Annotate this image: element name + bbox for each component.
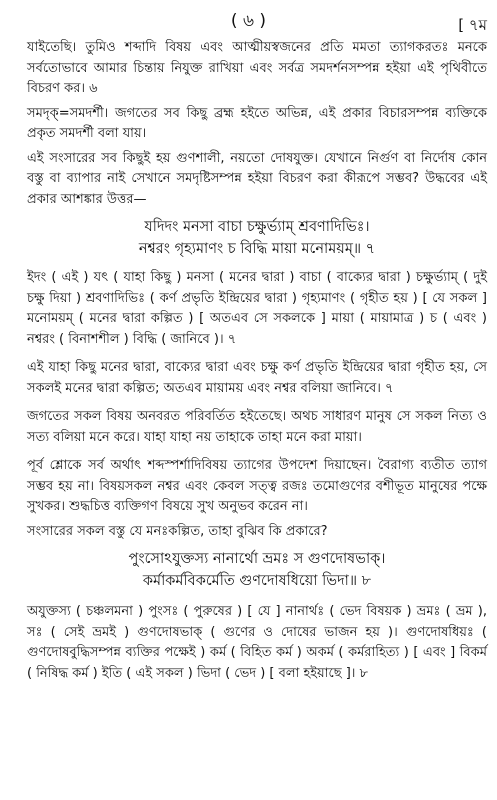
commentary-maya: জগতের সকল বিষয় অনবরত পরিবর্তিত হইতেছে। অথচ সাধারণ মানুষ সে সকল নিত্য ও সত্য বলিয়া মনে করে। যাহা যাহা নয় তাহাকে তাহা মনে করা মায়া। <box>27 409 487 445</box>
paragraph-samadrik-gloss: সমদৃক্‌=সমদর্শী। জগতের সব কিছু ব্রহ্ম হইতে অভিন্ন, এই প্রকার বিচারসম্পন্ন ব্যক্তিকে প্রকৃত সমদর্শী বলা যায়। <box>27 105 487 141</box>
verse-8-line-1: পুংসোঽযুক্তস্য নানার্থো ভ্রমঃ স গুণদোষভাক্‌। <box>128 551 386 567</box>
verse-7 <box>27 216 487 260</box>
page-body <box>27 38 487 684</box>
verse-8 <box>27 548 487 592</box>
page-number: ( ৬ ) <box>230 11 267 31</box>
verse-8-line-2: কর্মাকর্মবিকর্মেতি গুণদোষধিয়ো ভিদা॥ ৮ <box>142 573 372 589</box>
commentary-renunciation: পূর্ব শ্লোকে সর্ব অর্থাৎ শব্দস্পর্শাদিবিষয় ত্যাগের উপদেশ দিয়াছেন। বৈরাগ্য ব্যতীত ত্যাগ সম্ভব হয় না। বিষয়সকল নশ্বর এবং কেবল সত্ত্ব রজঃ তমোগুণের বশীভূত মানুষের পক্ষে সুখকর। শুদ্ধচিত্ত ব্যক্তিগণ বিষয়ে সুখ অনুভব করেন না। <box>27 458 487 514</box>
chapter-margin-reference: [ ৭ম <box>458 16 487 34</box>
word-meaning-verse-7: ইদং ( এই ) যৎ ( যাহা কিছু ) মনসা ( মনের দ্বারা ) বাচা ( বাক্যের দ্বারা ) চক্ষুর্ভ্যাম্ ( দুই চক্ষু দিয়া ) শ্রবণাদিভিঃ ( কর্ণ প্রভৃতি ইন্দ্রিয়ের দ্বারা ) গৃহ্যমাণং ( গৃহীত হয় ) [ যে সকল ] মনোময়ম্ ( মনের দ্বারা কল্পিত ) [ অতএব সে সকলকে ] মায়া ( মায়ামাত্র ) চ ( এবং ) নশ্বরং ( বিনাশশীল ) বিদ্ধি ( জানিবে )। ৭ <box>27 270 487 347</box>
paragraph-question: এই সংসারের সব কিছুই হয় গুণশালী, নয়তো দোষযুক্ত। যেখানে নির্গুণ বা নির্দোষ কোন বস্তু বা ব্যাপার নাই সেখানে সমদৃষ্টিসম্পন্ন হইয়া বিচরণ করা কীরূপে সম্ভব? উদ্ধবের এই প্রকার আশঙ্কার উত্তর— <box>27 150 487 207</box>
verse-7-line-1: যদিদং মনসা বাচা চক্ষুর্ভ্যাম্ শ্রবণাদিভিঃ। <box>144 219 370 235</box>
paragraph-continuation: যাইতেছি। তুমিও শব্দাদি বিষয় এবং আত্মীয়স্বজনের প্রতি মমতা ত্যাগকরতঃ মনকে সর্বতোভাবে আমার চিন্তায় নিযুক্ত রাখিয়া এবং সর্বত্র সমদর্শনসম্পন্ন হইয়া এই পৃথিবীতে বিচরণ কর। ৬ <box>27 40 487 96</box>
translation-verse-7: এই যাহা কিছু মনের দ্বারা, বাক্যের দ্বারা এবং চক্ষু কর্ণ প্রভৃতি ইন্দ্রিয়ের দ্বারা গৃহীত হয়, সে সকলই মনের দ্বারা কল্পিত; অতএব মায়াময় এবং নশ্বর বলিয়া জানিবে। ৭ <box>27 360 487 396</box>
question-verse-8: সংসারের সকল বস্তু যে মনঃকল্পিত, তাহা বুঝিব কি প্রকারে? <box>27 523 328 539</box>
word-meaning-verse-8: অযুক্তস্য ( চঞ্চলমনা ) পুংসঃ ( পুরুষের ) [ যে ] নানার্থঃ ( ভেদ বিষয়ক ) ভ্রমঃ ( ভ্রম ), সঃ ( সেই ভ্রমই ) গুণদোষভাক্‌ ( গুণের ও দোষের ভাজন হয় )। গুণদোষধিয়ঃ ( গুণদোষবুদ্ধিসম্পন্ন ব্যক্তির পক্ষেই ) কর্ম ( বিহিত কর্ম ) অকর্ম ( কর্মরাহিত্য ) [ এবং ] বিকর্ম ( নিষিদ্ধ কর্ম ) ইতি ( এই সকল ) ভিদা ( ভেদ ) [ বলা হইয়াছে ]। ৮ <box>27 604 487 681</box>
verse-7-line-2: নশ্বরং গৃহ্যমাণং চ বিদ্ধি মায়া মনোময়ম্‌॥ ৭ <box>138 241 376 257</box>
